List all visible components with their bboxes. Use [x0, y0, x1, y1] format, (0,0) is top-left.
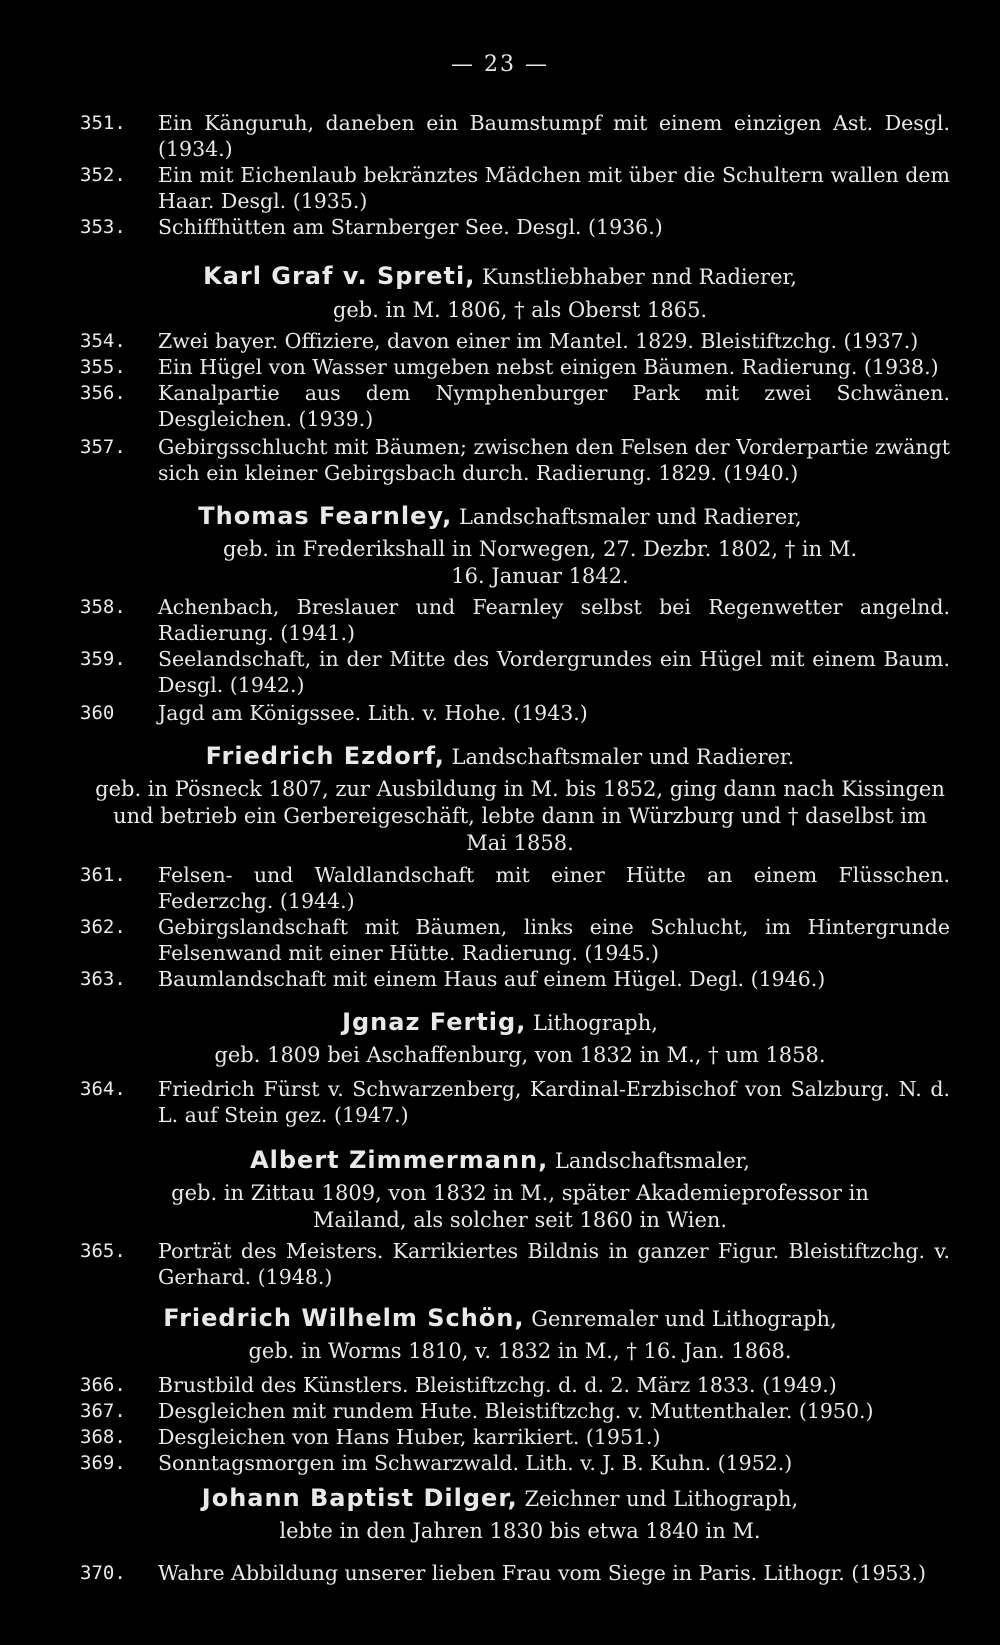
- entry-number: 355.: [80, 356, 126, 378]
- artist-name: Albert Zimmermann,: [250, 1146, 549, 1174]
- entry-text: Seelandschaft, in der Mitte des Vordergrundes ein Hügel mit einem Baum. Desgl. (1942.): [158, 647, 950, 697]
- entry-number: 358.: [80, 596, 126, 618]
- entry-text: Zwei bayer. Offiziere, davon einer im Mantel. 1829. Bleistiftzchg. (1937.): [158, 329, 919, 353]
- artist-heading: [60, 1304, 940, 1333]
- artist-heading: [60, 1484, 940, 1513]
- catalog-entry: [80, 1560, 950, 1586]
- entry-text: Ein Hügel von Wasser umgeben nebst einigen Bäumen. Radierung. (1938.): [158, 355, 939, 379]
- entry-text: Jagd am Königssee. Lith. v. Hohe. (1943.): [158, 701, 588, 725]
- catalog-entry: [80, 914, 950, 966]
- artist-role: Landschaftsmaler und Radierer,: [458, 505, 802, 529]
- catalog-entry: [80, 594, 950, 646]
- entry-number: 352.: [80, 164, 126, 186]
- entry-number: 361.: [80, 864, 126, 886]
- artist-bio: geb. in M. 1806, † als Oberst 1865.: [332, 298, 708, 322]
- artist-heading: [60, 502, 940, 531]
- entry-number: 362.: [80, 916, 126, 938]
- catalog-entry: [80, 1398, 950, 1424]
- entry-text: Baumlandschaft mit einem Haus auf einem Hügel. Degl. (1946.): [158, 967, 826, 991]
- page-number: — 23 —: [451, 52, 549, 77]
- artist-role: Kunstliebhaber nnd Radierer,: [482, 265, 797, 289]
- entry-number: 364.: [80, 1078, 126, 1100]
- artist-name: Thomas Fearnley,: [198, 502, 453, 530]
- artist-role: Zeichner und Lithograph,: [524, 1487, 799, 1511]
- entry-number: 369.: [80, 1452, 126, 1474]
- catalog-entry: [80, 434, 950, 486]
- catalog-entry: [80, 862, 950, 914]
- entry-number: 367.: [80, 1400, 126, 1422]
- catalog-entry: [80, 700, 950, 726]
- artist-name: Johann Baptist Dilger,: [201, 1484, 518, 1512]
- catalog-entry: [80, 354, 950, 380]
- artist-bio: geb. in Worms 1810, v. 1832 in M., † 16. Jan. 1868.: [248, 1339, 792, 1363]
- entry-number: 356.: [80, 382, 126, 404]
- artist-role: Landschaftsmaler,: [554, 1149, 750, 1173]
- entry-text: Gebirgsschlucht mit Bäumen; zwischen den Felsen der Vorderpartie zwängt sich ein kleiner Gebirgsbach durch. Radierung. 1829. (1940.): [158, 435, 950, 485]
- catalog-entry: [80, 646, 950, 698]
- entry-number: 368.: [80, 1426, 126, 1448]
- entry-number: 363.: [80, 968, 126, 990]
- catalog-entry: [80, 110, 950, 162]
- catalog-entry: [80, 214, 950, 240]
- entry-number: 370.: [80, 1562, 126, 1584]
- entry-text: Desgleichen von Hans Huber, karrikiert. (1951.): [158, 1425, 661, 1449]
- entry-number: 353.: [80, 216, 126, 238]
- catalog-entry: [80, 328, 950, 354]
- entry-text: Ein mit Eichenlaub bekränztes Mädchen mit über die Schultern wallen dem Haar. Desgl. (1935.): [158, 163, 950, 213]
- entry-number: 354.: [80, 330, 126, 352]
- entry-text: Porträt des Meisters. Karrikiertes Bildnis in ganzer Figur. Bleistiftzchg. v. Gerhard. (1948.): [158, 1239, 950, 1289]
- entry-text: Kanalpartie aus dem Nymphenburger Park mit zwei Schwänen. Desgleichen. (1939.): [158, 381, 950, 431]
- artist-bio: geb. in Zittau 1809, von 1832 in M., später Akademieprofessor in Mailand, als solcher seit 1860 in Wien.: [171, 1181, 869, 1232]
- catalog-entry: [80, 1076, 950, 1128]
- entry-text: Sonntagsmorgen im Schwarzwald. Lith. v. J. B. Kuhn. (1952.): [158, 1451, 793, 1475]
- catalog-entry: [80, 1450, 950, 1476]
- entry-text: Felsen- und Waldlandschaft mit einer Hütte an einem Flüsschen. Federzchg. (1944.): [158, 863, 950, 913]
- entry-number: 366.: [80, 1374, 126, 1396]
- catalog-entry: [80, 966, 950, 992]
- artist-name: Friedrich Wilhelm Schön,: [163, 1304, 525, 1332]
- entry-number: 365.: [80, 1240, 126, 1262]
- entry-number: 359.: [80, 648, 126, 670]
- entry-text: Brustbild des Künstlers. Bleistiftzchg. d. d. 2. März 1833. (1949.): [158, 1373, 837, 1397]
- artist-role: Landschaftsmaler und Radierer.: [451, 745, 795, 769]
- artist-bio: lebte in den Jahren 1830 bis etwa 1840 in M.: [279, 1519, 761, 1543]
- artist-name: Karl Graf v. Spreti,: [203, 262, 476, 290]
- entry-text: Schiffhütten am Starnberger See. Desgl. (1936.): [158, 215, 663, 239]
- catalog-entry: [80, 1238, 950, 1290]
- catalog-entry: [80, 380, 950, 432]
- entry-text: Gebirgslandschaft mit Bäumen, links eine Schlucht, im Hintergrunde Felsenwand mit einer Hütte. Radierung. (1945.): [158, 915, 950, 965]
- entry-text: Ein Känguruh, daneben ein Baumstumpf mit einem einzigen Ast. Desgl. (1934.): [158, 111, 950, 161]
- artist-role: Genremaler und Lithograph,: [531, 1307, 837, 1331]
- artist-name: Jgnaz Fertig,: [342, 1008, 527, 1036]
- entry-number: 351.: [80, 112, 126, 134]
- artist-heading: [60, 1008, 940, 1037]
- artist-role: Lithograph,: [533, 1011, 658, 1035]
- artist-name: Friedrich Ezdorf,: [205, 742, 445, 770]
- artist-heading: [60, 742, 940, 771]
- entry-text: Wahre Abbildung unserer lieben Frau vom Siege in Paris. Lithogr. (1953.): [158, 1561, 926, 1585]
- entry-text: Desgleichen mit rundem Hute. Bleistiftzchg. v. Muttenthaler. (1950.): [158, 1399, 874, 1423]
- artist-bio: geb. in Pösneck 1807, zur Ausbildung in M. bis 1852, ging dann nach Kissingen und betrieb ein Gerbereigeschäft, lebte dann in Würzburg und † daselbst im Mai 1858.: [95, 777, 945, 855]
- entry-number: 360: [80, 702, 115, 724]
- artist-bio: geb. in Frederikshall in Norwegen, 27. Dezbr. 1802, † in M. 16. Januar 1842.: [222, 537, 857, 588]
- entry-number: 357.: [80, 436, 126, 458]
- entry-text: Friedrich Fürst v. Schwarzenberg, Kardinal-Erzbischof von Salzburg. N. d. L. auf Stein gez. (1947.): [158, 1077, 950, 1127]
- artist-bio: geb. 1809 bei Aschaffenburg, von 1832 in M., † um 1858.: [214, 1043, 826, 1067]
- artist-heading: [60, 1146, 940, 1175]
- artist-heading: [60, 262, 940, 291]
- entry-text: Achenbach, Breslauer und Fearnley selbst bei Regenwetter angelnd. Radierung. (1941.): [158, 595, 950, 645]
- catalog-entry: [80, 1424, 950, 1450]
- catalog-entry: [80, 162, 950, 214]
- catalog-entry: [80, 1372, 950, 1398]
